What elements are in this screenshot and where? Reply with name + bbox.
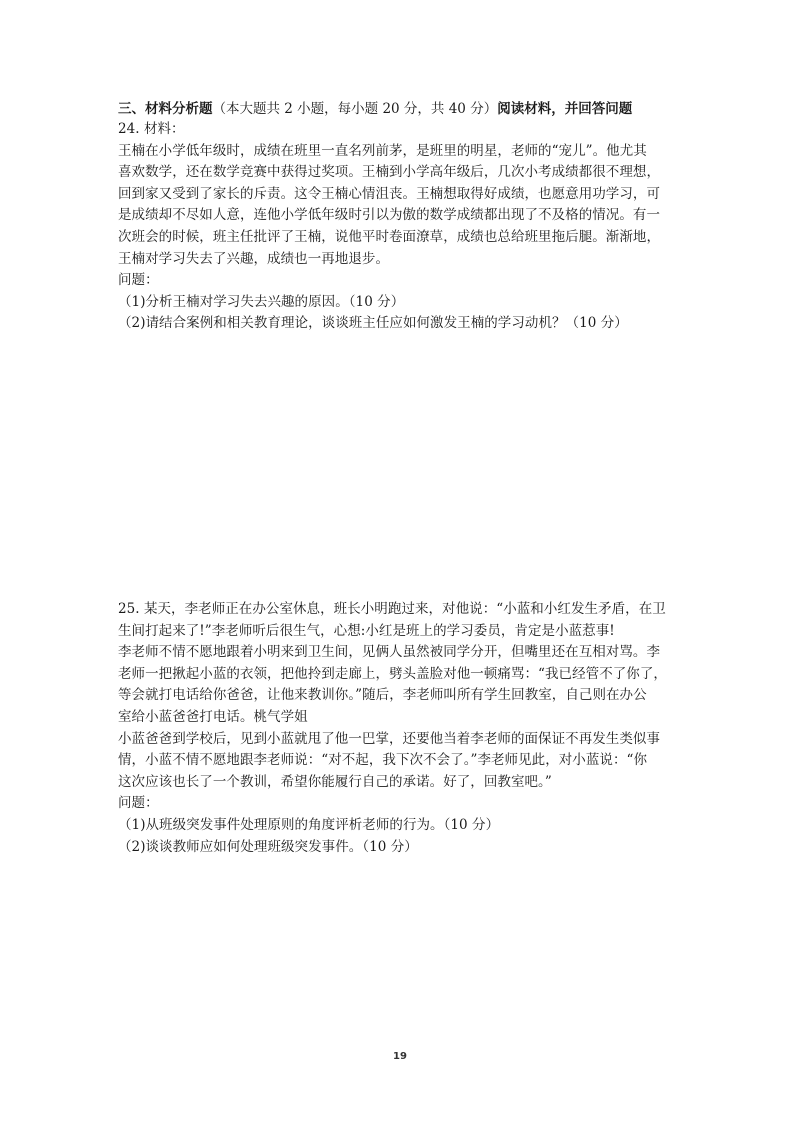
question-25 [118, 599, 696, 858]
question-24-line: 24. 材料： [118, 121, 185, 137]
question-24-line: 喜欢数学，还在数学竞赛中获得过奖项。王楠到小学高年级后，几次小考成绩都很不理想， [118, 164, 660, 181]
question-24-sub-1: （1)分析王楠对学习失去兴趣的原因。（10 分） [118, 293, 405, 310]
question-24-line: 王楠在小学低年级时，成绩在班里一直名列前茅，是班里的明星，老师的“宠儿”。他尤其 [118, 142, 647, 159]
page-number: 19 [393, 1051, 407, 1062]
question-24-line: 次班会的时候，班主任批评了王楠，说他平时卷面潦草，成绩也总给班里拖后腿。渐渐地， [118, 228, 660, 245]
question-24 [118, 119, 696, 335]
question-25-line: 生间打起来了!”李老师听后很生气，心想:小红是班上的学习委员，肯定是小蓝惹事! [118, 622, 615, 639]
question-25-line: 情，小蓝不情不愿地跟李老师说：“对不起，我下次不会了。”李老师见此，对小蓝说：“你 [118, 752, 648, 769]
question-25-sub-1: （1)从班级突发事件处理原则的角度评析老师的行为。（10 分） [118, 816, 500, 833]
question-25-sub-2: （2)谈谈教师应如何处理班级突发事件。（10 分） [118, 838, 418, 855]
question-25-line: 这次应该也长了一个教训，希望你能履行自己的承诺。好了，回教室吧。” [118, 773, 552, 790]
question-25-line: 李老师不情不愿地跟着小明来到卫生间，见俩人虽然被同学分开，但嘴里还在互相对骂。李 [118, 644, 660, 661]
question-24-line: 回到家又受到了家长的斥责。这令王楠心情沮丧。王楠想取得好成绩，也愿意用功学习，可 [118, 185, 660, 202]
question-25-label: 问题： [118, 795, 159, 812]
question-24-label: 问题： [118, 272, 159, 289]
section-title [118, 99, 718, 119]
question-25-line: 老师一把揪起小蓝的衣领，把他拎到走廊上，劈头盖脸对他一顿痛骂：“我已经管不了你了， [118, 665, 667, 682]
question-25-line: 小蓝爸爸到学校后，见到小蓝就甩了他一巴掌，还要他当着李老师的面保证不再发生类似事 [118, 730, 660, 747]
question-25-line: 室给小蓝爸爸打电话。桃气学姐 [118, 708, 308, 725]
section-instructions: （本大题共 2 小题，每小题 20 分，共 40 分） [212, 101, 498, 117]
question-24-sub-2: （2)请结合案例和相关教育理论，谈谈班主任应如何激发王楠的学习动机？（10 分） [118, 315, 628, 332]
section-heading: 三、材料分析题 [118, 101, 213, 117]
question-25-line: 25. 某天，李老师正在办公室休息，班长小明跑过来，对他说：“小蓝和小红发生矛盾，在卫 [118, 601, 666, 617]
question-25-line: 等会就打电话给你爸爸，让他来教训你。”随后，李老师叫所有学生回教室，自己则在办公 [118, 687, 647, 704]
question-24-line: 王楠对学习失去了兴趣，成绩也一再地退步。 [118, 250, 389, 267]
question-24-line: 是成绩却不尽如人意，连他小学低年级时引以为傲的数学成绩都出现了不及格的情况。有一 [118, 207, 660, 224]
section-directive: 阅读材料，并回答问题 [497, 101, 633, 117]
